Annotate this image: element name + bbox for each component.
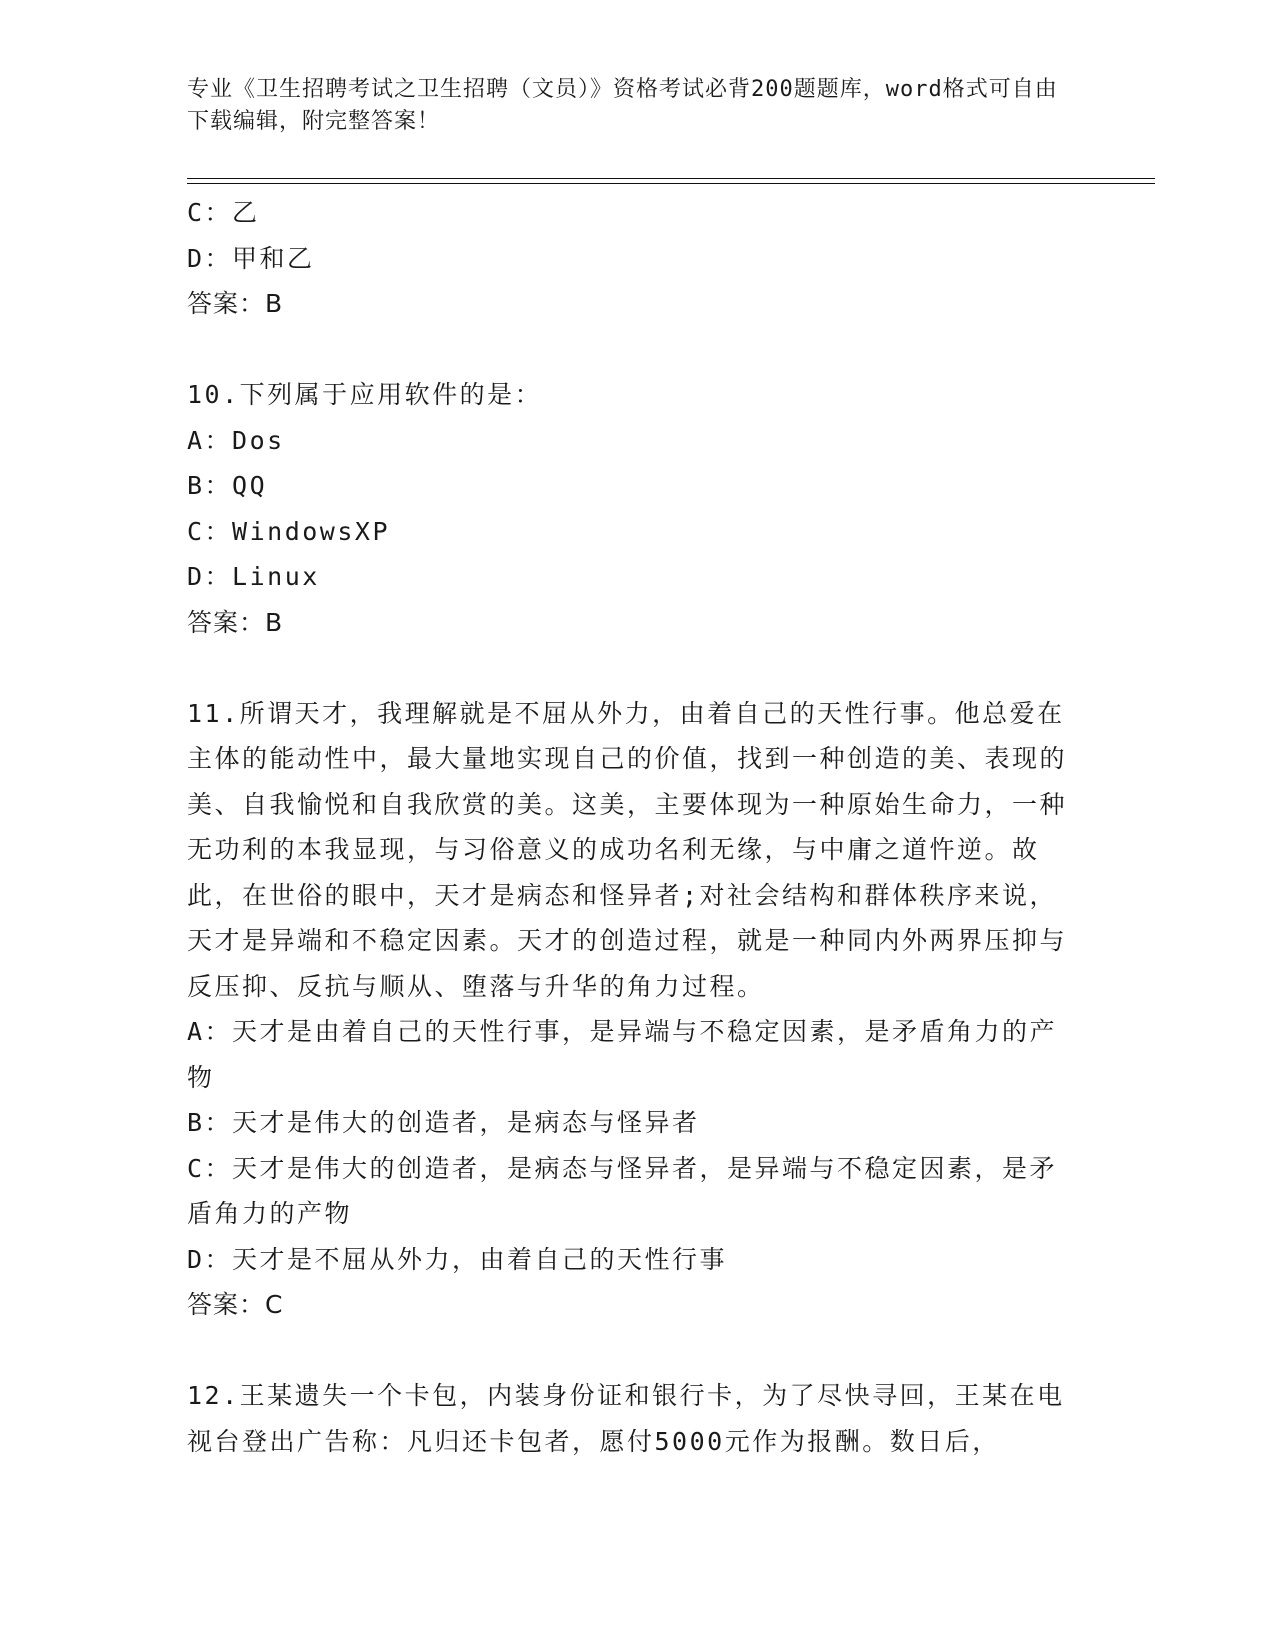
option-a: A：天才是由着自己的天性行事，是异端与不稳定因素，是矛盾角力的产物 — [187, 1017, 1058, 1092]
option-c: C：乙 — [187, 198, 260, 227]
option-c: C：WindowsXP — [187, 516, 391, 546]
option-b: B：QQ — [187, 471, 268, 500]
question-10 — [187, 372, 1077, 645]
header-divider-bottom — [187, 183, 1155, 184]
header-divider-top — [187, 178, 1155, 179]
option-a: A：Dos — [187, 425, 285, 455]
question-list — [187, 190, 1077, 1464]
answer-label: 答案：B — [187, 607, 284, 637]
option-d: D：天才是不屈从外力，由着自己的天性行事 — [187, 1244, 728, 1274]
answer-label: 答案：C — [187, 1290, 284, 1319]
question-text: 11.所谓天才，我理解就是不屈从外力，由着自己的天性行事。他总爱在主体的能动性中，最大量地实现自己的价值，找到一种创造的美、表现的美、自我愉悦和自我欣赏的美。这美，主要体现为一种原始生命力，一种无功利的本我显现，与习俗意义的成功名利无缘，与中庸之道忤逆。故此，在世俗的眼中，天才是病态和怪异者;对社会结构和群体秩序来说，天才是异端和不稳定因素。天才的创造过程，就是一种同内外两界压抑与反压抑、反抗与顺从、堕落与升华的角力过程。 — [187, 698, 1068, 1001]
question-text: 10.下列属于应用软件的是： — [187, 380, 543, 409]
question-12 — [187, 1373, 1077, 1464]
document-header — [187, 74, 1067, 138]
option-d: D：甲和乙 — [187, 243, 315, 273]
option-b: B：天才是伟大的创造者，是病态与怪异者 — [187, 1108, 700, 1137]
header-text: 专业《卫生招聘考试之卫生招聘（文员）》资格考试必背200题题库，word格式可自由下载编辑，附完整答案！ — [187, 77, 1058, 134]
question-text: 12.王某遗失一个卡包，内装身份证和银行卡，为了尽快寻回，王某在电视台登出广告称：凡归还卡包者，愿付5000元作为报酬。数日后， — [187, 1381, 1065, 1456]
option-d: D：Linux — [187, 562, 320, 591]
option-c: C：天才是伟大的创造者，是病态与怪异者，是异端与不稳定因素，是矛盾角力的产物 — [187, 1153, 1058, 1228]
answer-label: 答案：B — [187, 289, 284, 318]
previous-question-tail — [187, 190, 1077, 327]
question-11 — [187, 691, 1077, 1328]
